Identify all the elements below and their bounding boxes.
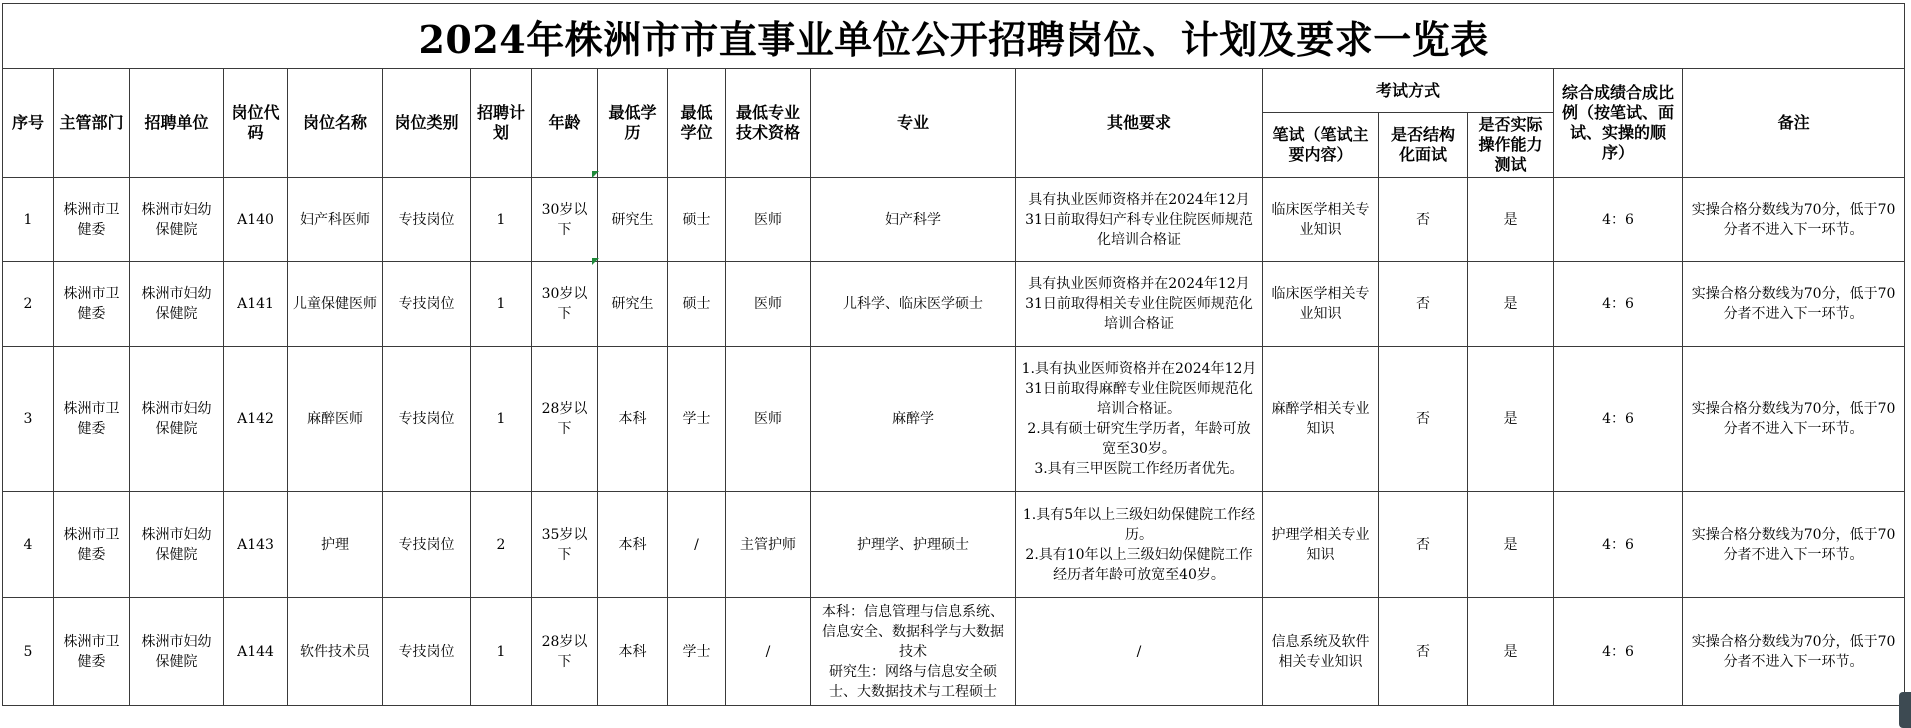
cell-ratio[interactable]: 4：6 (1554, 598, 1683, 706)
header-plan: 招聘计划 (471, 69, 532, 178)
cell-remark[interactable]: 实操合格分数线为70分，低于70分者不进入下一环节。 (1683, 492, 1905, 598)
cell-plan[interactable]: 2 (471, 492, 532, 598)
other-requirement-line: 3.具有三甲医院工作经历者优先。 (1034, 461, 1244, 477)
header-interview: 是否结构化面试 (1379, 113, 1468, 178)
table-row (3, 598, 1905, 706)
cell-other[interactable]: / (1016, 598, 1263, 706)
cell-qual[interactable]: 医师 (726, 262, 811, 347)
cell-post[interactable]: 软件技术员 (288, 598, 383, 706)
cell-code[interactable]: A142 (224, 347, 288, 492)
cell-unit[interactable]: 株洲市妇幼保健院 (130, 598, 224, 706)
cell-qual[interactable]: 医师 (726, 347, 811, 492)
cell-category[interactable]: 专技岗位 (383, 262, 471, 347)
cell-age[interactable]: 30岁以下 (532, 262, 598, 347)
header-ratio: 综合成绩合成比例（按笔试、面试、实操的顺序） (1554, 69, 1683, 178)
cell-post[interactable]: 麻醉医师 (288, 347, 383, 492)
cell-category[interactable]: 专技岗位 (383, 178, 471, 262)
cell-degree[interactable]: 学士 (668, 347, 726, 492)
cell-unit[interactable]: 株洲市妇幼保健院 (130, 178, 224, 262)
cell-age[interactable]: 35岁以下 (532, 492, 598, 598)
cell-category[interactable]: 专技岗位 (383, 598, 471, 706)
header-edu: 最低学历 (598, 69, 668, 178)
cell-written[interactable]: 临床医学相关专业知识 (1263, 178, 1379, 262)
header-major: 专业 (811, 69, 1016, 178)
cell-unit[interactable]: 株洲市妇幼保健院 (130, 262, 224, 347)
cell-comment-marker (592, 258, 599, 265)
cell-unit[interactable]: 株洲市妇幼保健院 (130, 492, 224, 598)
cell-major[interactable]: 麻醉学 (811, 347, 1016, 492)
cell-degree[interactable]: 硕士 (668, 262, 726, 347)
cell-edu[interactable]: 研究生 (598, 262, 668, 347)
recruitment-table (2, 3, 1905, 706)
cell-remark[interactable]: 实操合格分数线为70分，低于70分者不进入下一环节。 (1683, 178, 1905, 262)
other-requirement-line: 1.具有执业医师资格并在2024年12月31日前取得麻醉专业住院医师规范化培训合格证。 (1021, 361, 1257, 417)
cell-other[interactable] (1016, 347, 1263, 492)
cell-dept[interactable]: 株洲市卫健委 (54, 492, 130, 598)
cell-dept[interactable]: 株洲市卫健委 (54, 262, 130, 347)
cell-edu[interactable]: 本科 (598, 598, 668, 706)
cell-age[interactable]: 28岁以下 (532, 347, 598, 492)
cell-major[interactable]: 儿科学、临床医学硕士 (811, 262, 1016, 347)
header-other: 其他要求 (1016, 69, 1263, 178)
header-exam-group: 考试方式 (1263, 69, 1554, 113)
header-seq: 序号 (3, 69, 54, 178)
table-body (3, 178, 1905, 706)
header-unit: 招聘单位 (130, 69, 224, 178)
cell-code[interactable]: A143 (224, 492, 288, 598)
cell-major[interactable]: 护理学、护理硕士 (811, 492, 1016, 598)
cell-ratio[interactable]: 4：6 (1554, 492, 1683, 598)
other-requirement-line: 2.具有硕士研究生学历者，年龄可放宽至30岁。 (1027, 421, 1251, 457)
cell-ratio[interactable]: 4：6 (1554, 347, 1683, 492)
cell-ratio[interactable]: 4：6 (1554, 178, 1683, 262)
cell-ratio[interactable]: 4：6 (1554, 262, 1683, 347)
cell-interview[interactable]: 否 (1379, 492, 1468, 598)
scrollbar-thumb[interactable] (1899, 692, 1911, 728)
cell-edu[interactable]: 研究生 (598, 178, 668, 262)
cell-age[interactable]: 30岁以下 (532, 178, 598, 262)
table-row (3, 492, 1905, 598)
cell-remark[interactable]: 实操合格分数线为70分，低于70分者不进入下一环节。 (1683, 347, 1905, 492)
cell-degree[interactable]: / (668, 492, 726, 598)
header-degree: 最低学位 (668, 69, 726, 178)
cell-post[interactable]: 妇产科医师 (288, 178, 383, 262)
cell-other[interactable] (1016, 492, 1263, 598)
header-post: 岗位名称 (288, 69, 383, 178)
cell-dept[interactable]: 株洲市卫健委 (54, 598, 130, 706)
cell-written[interactable]: 麻醉学相关专业知识 (1263, 347, 1379, 492)
cell-practical[interactable]: 是 (1468, 492, 1554, 598)
cell-plan[interactable]: 1 (471, 598, 532, 706)
cell-code[interactable]: A144 (224, 598, 288, 706)
other-requirement-line: 具有执业医师资格并在2024年12月31日前取得相关专业住院医师规范化培训合格证 (1025, 276, 1253, 332)
other-requirement-line: 具有执业医师资格并在2024年12月31日前取得妇产科专业住院医师规范化培训合格证 (1025, 191, 1253, 248)
cell-plan[interactable]: 1 (471, 262, 532, 347)
other-requirement-line: 2.具有10年以上三级妇幼保健院工作经历者年龄可放宽至40岁。 (1025, 546, 1253, 583)
header-category: 岗位类别 (383, 69, 471, 178)
cell-plan[interactable]: 1 (471, 178, 532, 262)
cell-interview[interactable]: 否 (1379, 178, 1468, 262)
cell-category[interactable]: 专技岗位 (383, 492, 471, 598)
header-qual: 最低专业技术资格 (726, 69, 811, 178)
cell-dept[interactable]: 株洲市卫健委 (54, 178, 130, 262)
cell-other[interactable] (1016, 262, 1263, 347)
cell-edu[interactable]: 本科 (598, 347, 668, 492)
cell-degree[interactable]: 学士 (668, 598, 726, 706)
cell-qual[interactable]: 主管护师 (726, 492, 811, 598)
cell-practical[interactable]: 是 (1468, 347, 1554, 492)
cell-major[interactable]: 本科：信息管理与信息系统、信息安全、数据科学与大数据技术 研究生：网络与信息安全硕士、大数据技术与工程硕士 (811, 598, 1016, 706)
cell-seq[interactable]: 4 (3, 492, 54, 598)
cell-age[interactable]: 28岁以下 (532, 598, 598, 706)
cell-practical[interactable]: 是 (1468, 178, 1554, 262)
cell-remark[interactable]: 实操合格分数线为70分，低于70分者不进入下一环节。 (1683, 262, 1905, 347)
cell-comment-marker (592, 171, 599, 178)
header-age: 年龄 (532, 69, 598, 178)
other-requirement-line: 1.具有5年以上三级妇幼保健院工作经历。 (1022, 506, 1256, 543)
cell-interview[interactable]: 否 (1379, 347, 1468, 492)
cell-other[interactable] (1016, 178, 1263, 262)
table-row (3, 178, 1905, 262)
cell-plan[interactable]: 1 (471, 347, 532, 492)
header-dept: 主管部门 (54, 69, 130, 178)
cell-written[interactable]: 信息系统及软件相关专业知识 (1263, 598, 1379, 706)
cell-post[interactable]: 儿童保健医师 (288, 262, 383, 347)
header-code: 岗位代码 (224, 69, 288, 178)
cell-qual[interactable]: 医师 (726, 178, 811, 262)
cell-edu[interactable]: 本科 (598, 492, 668, 598)
cell-practical[interactable]: 是 (1468, 262, 1554, 347)
cell-degree[interactable]: 硕士 (668, 178, 726, 262)
cell-major[interactable]: 妇产科学 (811, 178, 1016, 262)
cell-seq[interactable]: 1 (3, 178, 54, 262)
cell-written[interactable]: 护理学相关专业知识 (1263, 492, 1379, 598)
header-remark: 备注 (1683, 69, 1905, 178)
cell-code[interactable]: A141 (224, 262, 288, 347)
cell-written[interactable]: 临床医学相关专业知识 (1263, 262, 1379, 347)
cell-post[interactable]: 护理 (288, 492, 383, 598)
table-row (3, 347, 1905, 492)
cell-practical[interactable]: 是 (1468, 598, 1554, 706)
header-written: 笔试（笔试主要内容） (1263, 113, 1379, 178)
cell-seq[interactable]: 3 (3, 347, 54, 492)
cell-dept[interactable]: 株洲市卫健委 (54, 347, 130, 492)
table-row (3, 262, 1905, 347)
cell-seq[interactable]: 2 (3, 262, 54, 347)
cell-seq[interactable]: 5 (3, 598, 54, 706)
table-title: 2024年株洲市市直事业单位公开招聘岗位、计划及要求一览表 (3, 4, 1905, 69)
header-practical: 是否实际操作能力测试 (1468, 113, 1554, 178)
cell-interview[interactable]: 否 (1379, 598, 1468, 706)
cell-interview[interactable]: 否 (1379, 262, 1468, 347)
cell-qual[interactable]: / (726, 598, 811, 706)
cell-unit[interactable]: 株洲市妇幼保健院 (130, 347, 224, 492)
cell-category[interactable]: 专技岗位 (383, 347, 471, 492)
cell-remark[interactable]: 实操合格分数线为70分，低于70分者不进入下一环节。 (1683, 598, 1905, 706)
cell-code[interactable]: A140 (224, 178, 288, 262)
